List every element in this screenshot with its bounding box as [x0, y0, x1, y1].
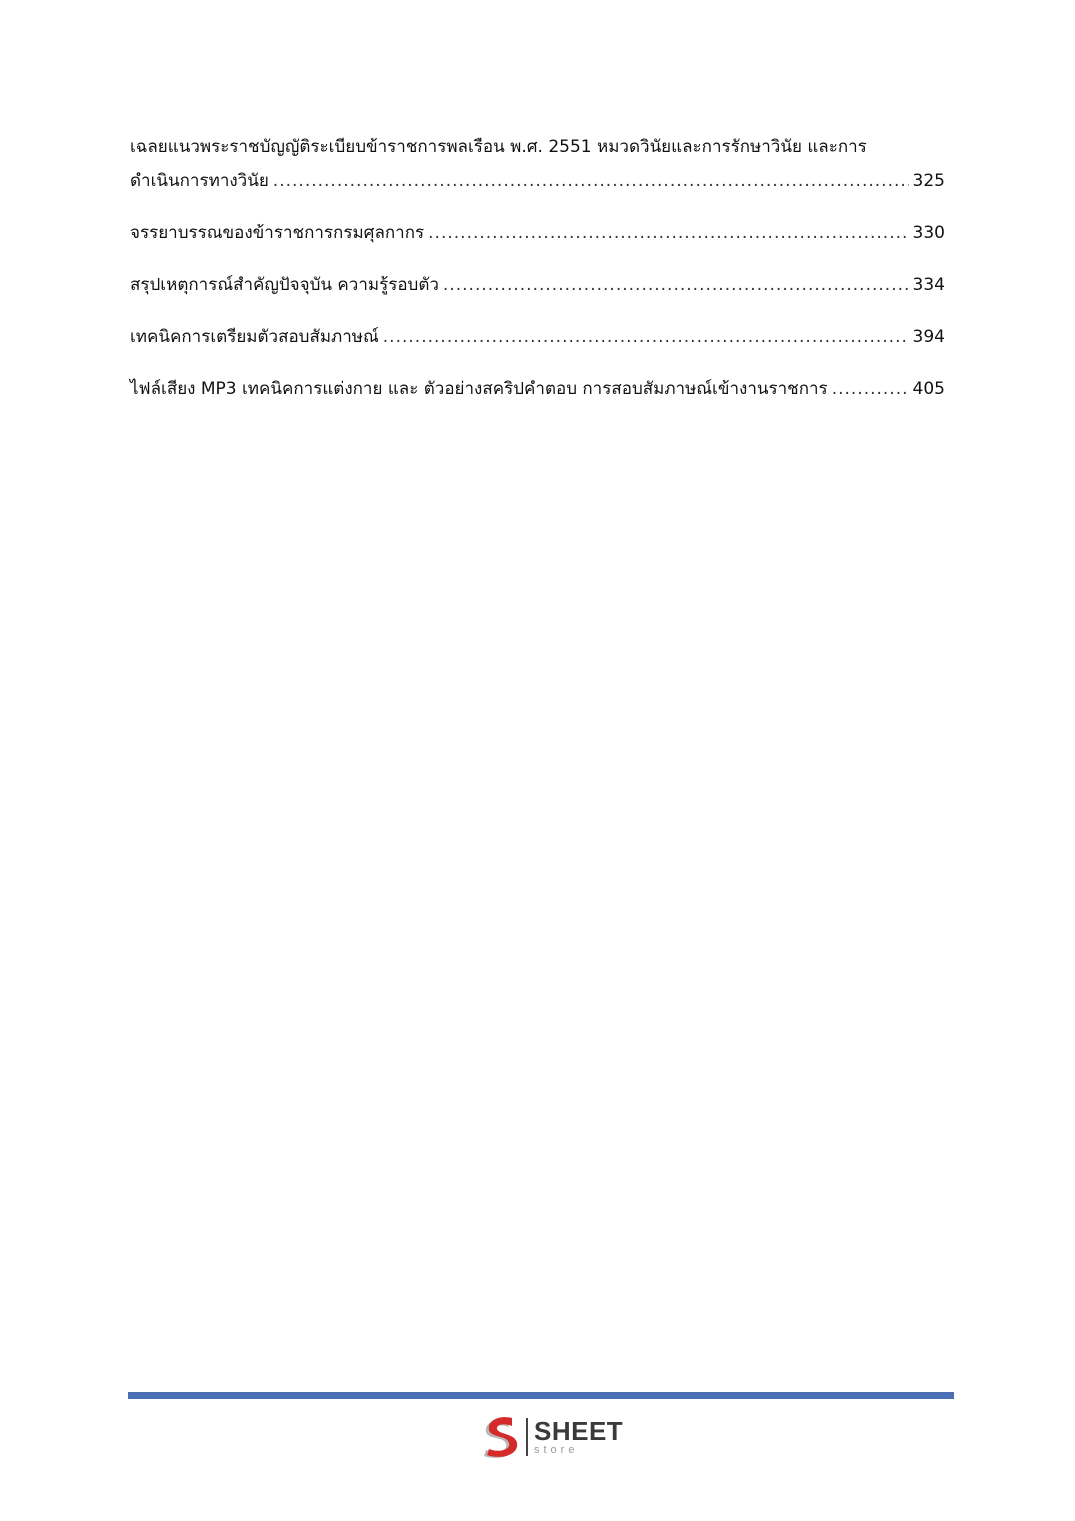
toc-dot-leader: [428, 216, 908, 250]
sheet-store-logo-icon: [478, 1414, 522, 1460]
toc-entry-title-line1: เฉลยแนวพระราชบัญญัติระเบียบข้าราชการพลเรือน พ.ศ. 2551 หมวดวินัยและการรักษาวินัย และการ: [130, 137, 867, 157]
toc-dot-leader: [832, 372, 909, 406]
toc-page-number: 334: [912, 275, 945, 295]
logo-wordmark: SHEET: [534, 1416, 624, 1446]
toc-dot-leader: [443, 268, 909, 302]
toc-entry-title: ดำเนินการทางวินัย: [130, 171, 269, 191]
logo-divider: [526, 1418, 528, 1456]
toc-entry-line: [130, 164, 945, 198]
toc-entry-line: [130, 268, 945, 302]
toc-entry-title: จรรยาบรรณของข้าราชการกรมศุลกากร: [130, 223, 425, 243]
footer-rule: [128, 1392, 954, 1399]
toc-entry-title: ไฟล์เสียง MP3 เทคนิคการแต่งกาย และ ตัวอย่างสคริปคำตอบ การสอบสัมภาษณ์เข้างานราชการ: [130, 379, 828, 399]
toc-entry[interactable]: [130, 130, 945, 198]
toc-entry-title: เทคนิคการเตรียมตัวสอบสัมภาษณ์: [130, 327, 379, 347]
toc-page-number: 325: [912, 171, 945, 191]
toc-entry[interactable]: [130, 320, 945, 354]
table-of-contents: [130, 130, 945, 424]
toc-entry-title: สรุปเหตุการณ์สำคัญปัจจุบัน ความรู้รอบตัว: [130, 275, 439, 295]
toc-entry[interactable]: [130, 268, 945, 302]
logo-text: [534, 1418, 623, 1456]
toc-page-number: 330: [912, 223, 945, 243]
logo-subtitle: store: [534, 1444, 579, 1456]
toc-entry-line: [130, 372, 945, 406]
toc-entry[interactable]: [130, 372, 945, 406]
toc-page-number: 405: [912, 379, 945, 399]
toc-dot-leader: [383, 320, 909, 354]
toc-entry-line: [130, 320, 945, 354]
toc-page-number: 394: [912, 327, 945, 347]
toc-dot-leader: [273, 164, 909, 198]
sheet-store-logo: [478, 1412, 638, 1462]
toc-entry[interactable]: [130, 216, 945, 250]
toc-entry-line: [130, 216, 945, 250]
